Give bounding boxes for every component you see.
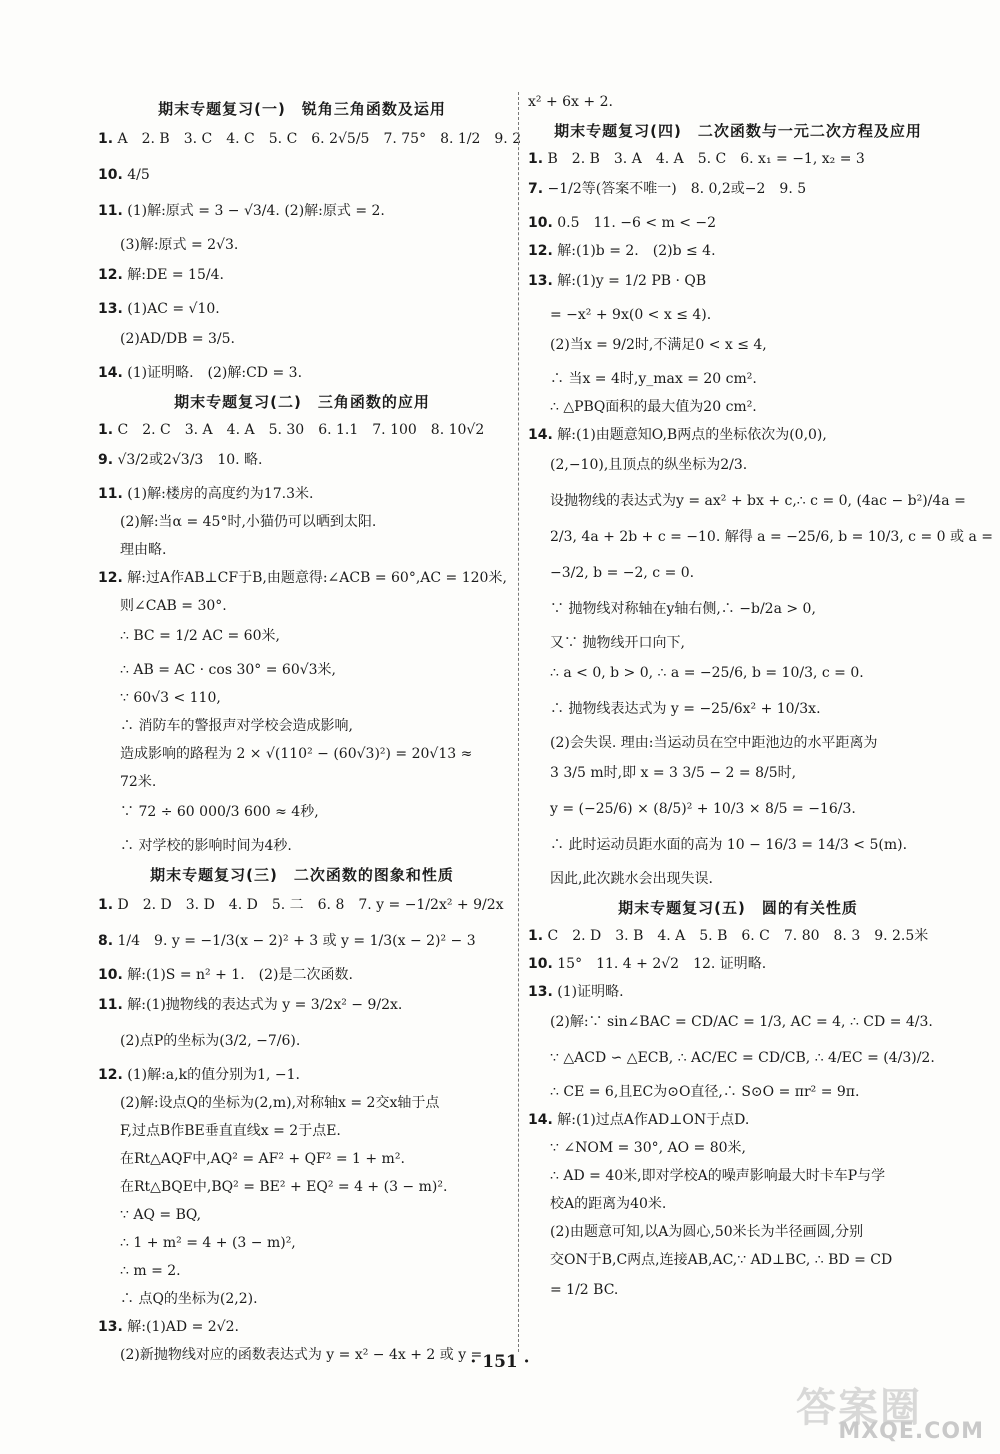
answer-line: F,过点B作BE垂直直线x = 2于点E. [120, 1123, 341, 1139]
column-divider [518, 92, 519, 1352]
answer-line: 11. (1)解:楼房的高度约为17.3米. [98, 486, 314, 502]
answer-line: y = (−25/6) × (8/5)² + 10/3 × 8/5 = −16/3. [550, 801, 856, 817]
answer-line: 造成影响的路程为 2 × √(110² − (60√3)²) = 20√13 ≈ [120, 746, 473, 762]
answer-line: (2)解:∵ sin∠BAC = CD/AC = 1/3, AC = 4, ∴ CD = 4/3. [550, 1014, 933, 1030]
section-title: 期末专题复习(三) 二次函数的图象和性质 [150, 866, 454, 884]
answer-line: ∵ 72 ÷ 60 000/3 600 ≈ 4秒, [120, 804, 319, 820]
watermark-sub: MXQE.COM [838, 1419, 984, 1444]
answer-line: ∵ ∠NOM = 30°, AO = 80米, [550, 1140, 746, 1156]
answer-line: 因此,此次跳水会出现失误. [550, 871, 713, 887]
answer-line: 72米. [120, 774, 157, 790]
answer-line: ∴ m = 2. [120, 1263, 181, 1279]
answer-line: ∴ CE = 6,且EC为⊙O直径,∴ S⊙O = πr² = 9π. [550, 1084, 860, 1100]
answer-line: (2)由题意可知,以A为圆心,50米长为半径画圆,分别 [550, 1224, 864, 1240]
left-column [98, 92, 522, 1373]
answer-line: (2)当x = 9/2时,不满足0 < x ≤ 4, [550, 337, 767, 353]
question-number: 7. [528, 181, 544, 197]
answer-line: 设抛物线的表达式为y = ax² + bx + c,∴ c = 0, (4ac − b²)/4a = [550, 493, 966, 509]
question-number: 8. [98, 933, 114, 949]
answer-line: ∵ △ACD ∽ △ECB, ∴ AC/EC = CD/CB, ∴ 4/EC = (4/3)/2. [550, 1050, 935, 1066]
answer-line: 14. 解:(1)由题意知O,B两点的坐标依次为(0,0), [528, 427, 827, 443]
answer-line: 又∵ 抛物线开口向下, [550, 635, 685, 651]
answer-line: 交ON于B,C两点,连接AB,AC,∵ AD⊥BC, ∴ BD = CD [550, 1252, 893, 1268]
question-number: 11. [98, 486, 123, 502]
answer-line: ∴ a < 0, b > 0, ∴ a = −25/6, b = 10/3, c = 0. [550, 665, 864, 681]
answer-line: ∴ 抛物线表达式为 y = −25/6x² + 10/3x. [550, 701, 821, 717]
answer-line: ∵ AQ = BQ, [120, 1207, 202, 1223]
answer-line: 10. 4/5 [98, 167, 150, 183]
question-number: 12. [98, 570, 123, 586]
question-number: 1. [98, 897, 114, 913]
question-number: 1. [98, 422, 114, 438]
answer-line: ∴ 此时运动员距水面的高为 10 − 16/3 = 14/3 < 5(m). [550, 837, 908, 853]
answer-line: (2)会失误. 理由:当运动员在空中距池边的水平距离为 [550, 735, 878, 751]
answer-line: ∴ BC = 1/2 AC = 60米, [120, 628, 280, 644]
answer-line: 13. 解:(1)y = 1/2 PB · QB [528, 273, 707, 289]
answer-line: 在Rt△BQE中,BQ² = BE² + EQ² = 4 + (3 − m)². [120, 1179, 448, 1195]
answer-line: 10. 15° 11. 4 + 2√2 12. 证明略. [528, 956, 767, 972]
answer-line: ∴ AD = 40米,即对学校A的噪声影响最大时卡车P与学 [550, 1168, 886, 1184]
answer-line: ∴ 对学校的影响时间为4秒. [120, 838, 292, 854]
question-number: 1. [528, 928, 544, 944]
answer-line: 12. (1)解:a,k的值分别为1, −1. [98, 1067, 300, 1083]
answer-line: 1. C 2. D 3. B 4. A 5. B 6. C 7. 80 8. 3 9. 2.5米 [528, 928, 929, 944]
answer-line: 1. A 2. B 3. C 4. C 5. C 6. 2√5/5 7. 75° 8. 1/2 9. 2 [98, 131, 522, 147]
answer-line: 12. 解:(1)b = 2. (2)b ≤ 4. [528, 243, 716, 259]
answer-line: 理由略. [120, 542, 167, 558]
answer-line: 8. 1/4 9. y = −1/3(x − 2)² + 3 或 y = 1/3(x − 2)² − 3 [98, 933, 476, 949]
question-number: 13. [528, 273, 553, 289]
question-number: 14. [98, 365, 123, 381]
answer-line: (2)新抛物线对应的函数表达式为 y = x² − 4x + 2 或 y = [120, 1347, 483, 1363]
section-title: 期末专题复习(一) 锐角三角函数及运用 [158, 100, 446, 118]
question-number: 12. [98, 267, 123, 283]
question-number: 1. [528, 151, 544, 167]
answer-line: 2/3, 4a + 2b + c = −10. 解得 a = −25/6, b = 10/3, c = 0 或 a = [550, 529, 993, 545]
answer-line: 14. (1)证明略. (2)解:CD = 3. [98, 365, 303, 381]
question-number: 14. [528, 427, 553, 443]
answer-line: 11. 解:(1)抛物线的表达式为 y = 3/2x² − 9/2x. [98, 997, 403, 1013]
answer-line: ∴ 点Q的坐标为(2,2). [120, 1291, 258, 1307]
answer-line: 13. (1)AC = √10. [98, 301, 220, 317]
answer-line: 10. 0.5 11. −6 < m < −2 [528, 215, 717, 231]
answer-line: ∵ 60√3 < 110, [120, 690, 221, 706]
answer-line: 1. B 2. B 3. A 4. A 5. C 6. x₁ = −1, x₂ = 3 [528, 151, 865, 167]
answer-line: −3/2, b = −2, c = 0. [550, 565, 695, 581]
page-number: · 151 · [470, 1352, 530, 1372]
answer-line: (3)解:原式 = 2√3. [120, 237, 239, 253]
question-number: 10. [528, 215, 553, 231]
section-title: 期末专题复习(四) 二次函数与一元二次方程及应用 [554, 122, 922, 140]
answer-line: ∵ 抛物线对称轴在y轴右侧,∴ −b/2a > 0, [550, 601, 816, 617]
answer-line: 7. −1/2等(答案不唯一) 8. 0,2或−2 9. 5 [528, 181, 807, 197]
answer-line: 11. (1)解:原式 = 3 − √3/4. (2)解:原式 = 2. [98, 203, 385, 219]
question-number: 12. [98, 1067, 123, 1083]
answer-line: 13. 解:(1)AD = 2√2. [98, 1319, 239, 1335]
section-title: 期末专题复习(二) 三角函数的应用 [174, 393, 430, 411]
answer-line: 13. (1)证明略. [528, 984, 624, 1000]
answer-line: 12. 解:DE = 15/4. [98, 267, 224, 283]
section-title: 期末专题复习(五) 圆的有关性质 [618, 899, 858, 917]
question-number: 1. [98, 131, 114, 147]
answer-line: 9. √3/2或2√3/3 10. 略. [98, 452, 263, 468]
answer-line: 3 3/5 m时,即 x = 3 3/5 − 2 = 8/5时, [550, 765, 797, 781]
answer-line: ∴ △PBQ面积的最大值为20 cm². [550, 399, 757, 415]
answer-line: (2,−10),且顶点的纵坐标为2/3. [550, 457, 748, 473]
answer-line: 1. C 2. C 3. A 4. A 5. 30 6. 1.1 7. 100 8. 10√2 [98, 422, 485, 438]
answer-line: (2)解:当α = 45°时,小猫仍可以晒到太阳. [120, 514, 377, 530]
answer-line: 校A的距离为40米. [550, 1196, 667, 1212]
right-top-continuation: x² + 6x + 2. [528, 94, 613, 110]
question-number: 11. [98, 203, 123, 219]
question-number: 10. [98, 967, 123, 983]
question-number: 13. [98, 1319, 123, 1335]
watermark-main: 答案圈 [796, 1385, 922, 1431]
question-number: 13. [98, 301, 123, 317]
question-number: 14. [528, 1112, 553, 1128]
question-number: 12. [528, 243, 553, 259]
answer-line: ∴ 消防车的警报声对学校会造成影响, [120, 718, 353, 734]
answer-line: = 1/2 BC. [550, 1282, 619, 1298]
question-number: 13. [528, 984, 553, 1000]
answer-line: = −x² + 9x(0 < x ≤ 4). [550, 307, 712, 323]
answer-line: ∴ AB = AC · cos 30° = 60√3米, [120, 662, 337, 678]
answer-line: 10. 解:(1)S = n² + 1. (2)是二次函数. [98, 967, 353, 983]
answer-line: 在Rt△AQF中,AQ² = AF² + QF² = 1 + m². [120, 1151, 405, 1167]
answer-line: (2)点P的坐标为(3/2, −7/6). [120, 1033, 301, 1049]
answer-line: ∴ 1 + m² = 4 + (3 − m)², [120, 1235, 296, 1251]
answer-line: 12. 解:过A作AB⊥CF于B,由题意得:∠ACB = 60°,AC = 120米, [98, 570, 507, 586]
answer-line: 1. D 2. D 3. D 4. D 5. 二 6. 8 7. y = −1/2x² + 9/2x [98, 897, 504, 913]
answer-line: 14. 解:(1)过点A作AD⊥ON于点D. [528, 1112, 750, 1128]
question-number: 11. [98, 997, 123, 1013]
answer-line: (2)解:设点Q的坐标为(2,m),对称轴x = 2交x轴于点 [120, 1095, 440, 1111]
watermark-logo [796, 1376, 984, 1446]
question-number: 9. [98, 452, 114, 468]
right-column [528, 92, 993, 1314]
question-number: 10. [528, 956, 553, 972]
answer-line: 则∠CAB = 30°. [120, 598, 227, 614]
answer-line: (2)AD/DB = 3/5. [120, 331, 236, 347]
question-number: 10. [98, 167, 123, 183]
answer-line: ∴ 当x = 4时,y_max = 20 cm². [550, 371, 757, 387]
